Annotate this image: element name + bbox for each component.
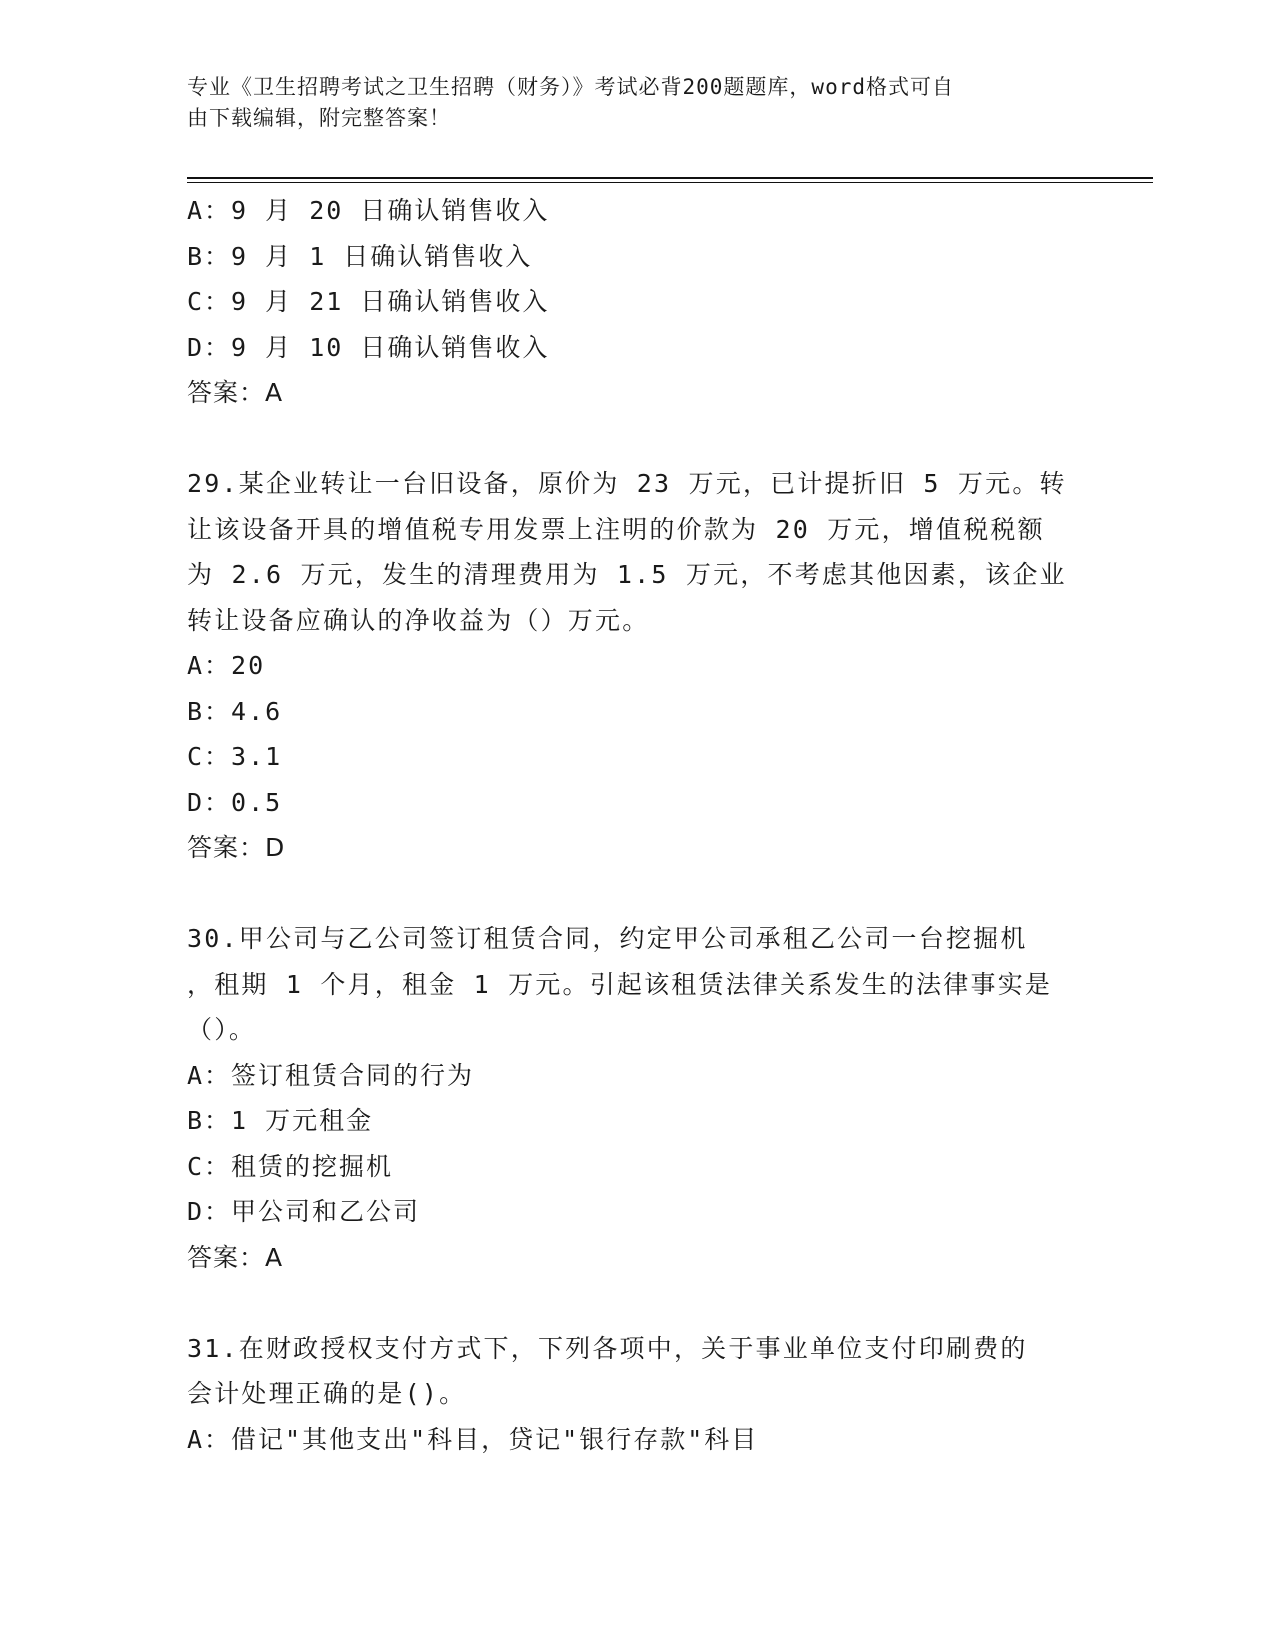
spacer — [187, 416, 1087, 462]
option-a: A：20 — [187, 651, 266, 680]
answer: 答案：A — [187, 1242, 284, 1272]
header-divider — [187, 177, 1153, 179]
question-31 — [187, 1326, 1087, 1463]
option-d: D：0.5 — [187, 787, 283, 817]
question-28 — [187, 188, 1087, 416]
answer: 答案：A — [187, 378, 284, 407]
question-30 — [187, 916, 1087, 1280]
option-c: C：9 月 21 日确认销售收入 — [187, 287, 550, 316]
question-text-line: （）。 — [187, 1015, 257, 1044]
question-text-line: 转让设备应确认的净收益为（）万元。 — [187, 605, 650, 635]
option-b: B：1 万元租金 — [187, 1106, 374, 1135]
answer: 答案：D — [187, 833, 286, 862]
question-text-line: 会计处理正确的是()。 — [187, 1379, 467, 1408]
header-line-1: 专业《卫生招聘考试之卫生招聘（财务）》考试必背200题题库，word格式可自 — [187, 75, 954, 99]
question-text-line: 让该设备开具的增值税专用发票上注明的价款为 20 万元，增值税税额 — [187, 514, 1045, 544]
spacer — [187, 871, 1087, 917]
option-c: C：3.1 — [187, 742, 283, 771]
question-29 — [187, 461, 1087, 871]
header-divider-thin — [187, 182, 1153, 183]
question-text-line: 30.甲公司与乙公司签订租赁合同，约定甲公司承租乙公司一台挖掘机 — [187, 924, 1028, 953]
question-text-line: 31.在财政授权支付方式下，下列各项中，关于事业单位支付印刷费的 — [187, 1333, 1028, 1363]
question-text-line: ，租期 1 个月，租金 1 万元。引起该租赁法律关系发生的法律事实是 — [187, 969, 1053, 999]
header-line-2: 由下载编辑，附完整答案！ — [187, 106, 451, 130]
option-c: C：租赁的挖掘机 — [187, 1151, 394, 1181]
question-text-line: 为 2.6 万元，发生的清理费用为 1.5 万元，不考虑其他因素，该企业 — [187, 560, 1067, 589]
option-a: A：签订租赁合同的行为 — [187, 1060, 475, 1090]
option-d: D：甲公司和乙公司 — [187, 1197, 421, 1226]
question-text-line: 29.某企业转让一台旧设备，原价为 23 万元，已计提折旧 5 万元。转 — [187, 469, 1067, 498]
option-a: A：借记"其他支出"科目，贷记"银行存款"科目 — [187, 1424, 759, 1454]
option-a: A：9 月 20 日确认销售收入 — [187, 196, 550, 225]
option-d: D：9 月 10 日确认销售收入 — [187, 332, 550, 362]
option-b: B：9 月 1 日确认销售收入 — [187, 241, 533, 271]
spacer — [187, 1280, 1087, 1326]
option-b: B：4.6 — [187, 696, 283, 726]
document-header — [187, 72, 1067, 134]
questions-content — [187, 188, 1087, 1462]
